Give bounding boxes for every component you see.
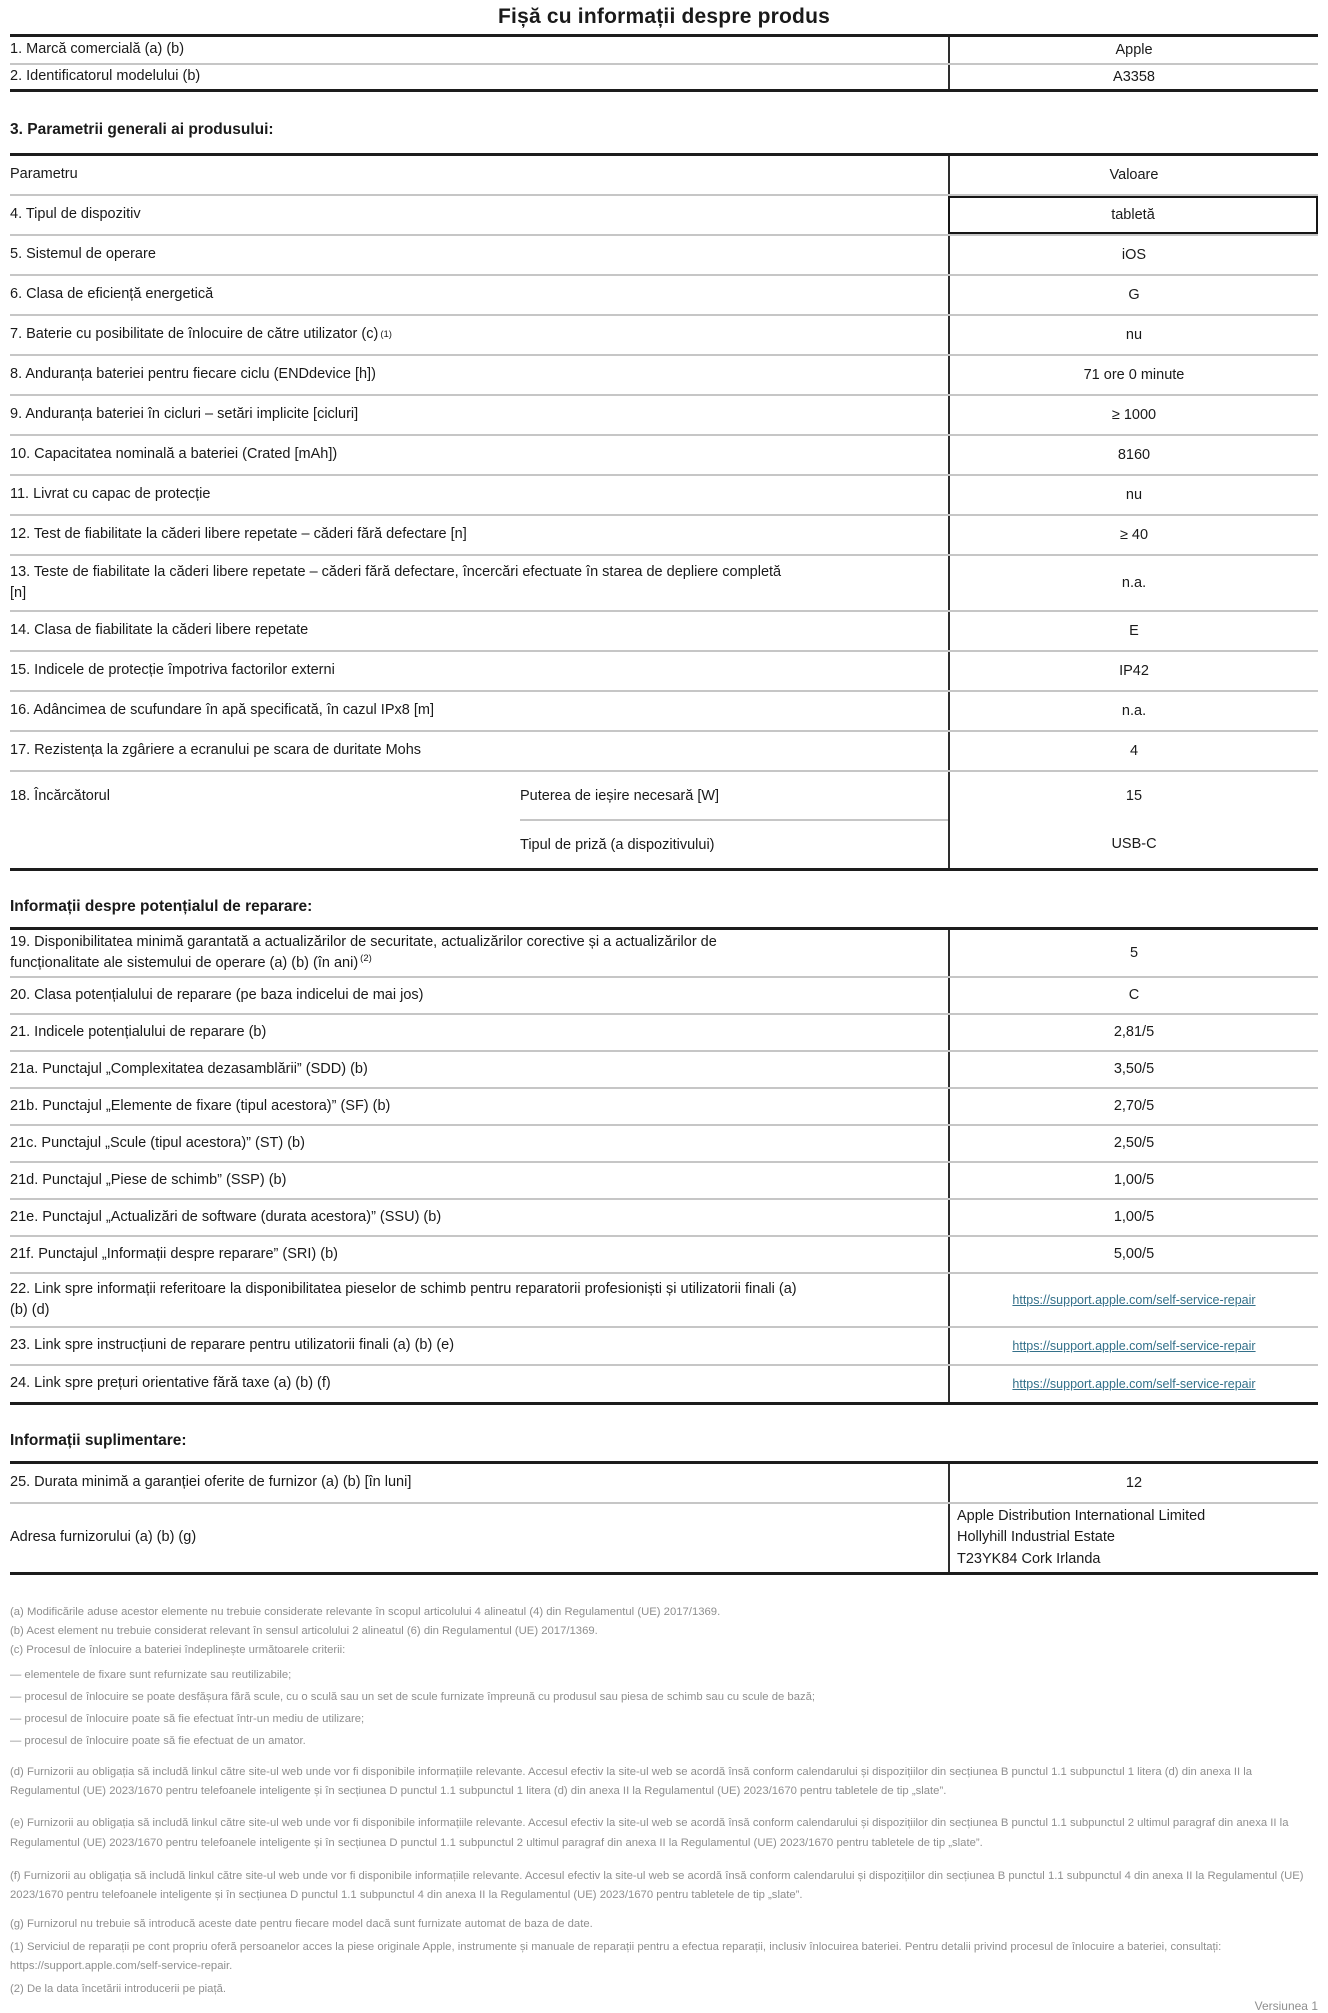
table-row xyxy=(10,314,1318,354)
row-label: 21b. Punctajul „Elemente de fixare (tipul acestora)” (SF) (b) xyxy=(10,1097,391,1114)
footnote-1: (1) Serviciul de reparații pe cont propriu oferă persoanelor acces la piese originale Apple, instrumente și manuale de reparații pentru a efectua reparații, inclusiv înlocuirea bateriei. Pentru detalii privind procesul de înlocuire a bateriei, consultați: https://support.apple.com/self-service-repair. xyxy=(10,1941,1222,1973)
row-label: 6. Clasa de eficiență energetică xyxy=(10,286,214,303)
row-label: 21f. Punctajul „Informații despre reparare” (SRI) (b) xyxy=(10,1245,338,1262)
column-header-valoare: Valoare xyxy=(948,156,1318,194)
row-value: 8160 xyxy=(948,436,1318,474)
charger-values xyxy=(948,772,1318,868)
table-general-parameters xyxy=(10,153,1318,871)
table-row xyxy=(10,1013,1318,1050)
row-value: n.a. xyxy=(948,556,1318,610)
footnote-e: (e) Furnizorii au obligația să includă linkul către site-ul web unde vor fi disponibile informațiile relevante. Accesul efectiv la site-ul web se acordă însă conform calendarului și dispozițiilor din secțiunea B punctul 1.1 subpunctul 2 ultimul paragraf din anexa II la Regulamentul (UE) 2023/1670 pentru telefoanele inteligente și în secțiunea D punctul 1.1 subpunctul 2 ultimul paragraf din anexa II la Regulamentul (UE) 2023/1670 pentru tabletele de tip „slate”. xyxy=(10,1817,1289,1849)
product-info-sheet xyxy=(10,0,1318,2013)
footnote-d: (d) Furnizorii au obligația să includă linkul către site-ul web unde vor fi disponibile informațiile relevante. Accesul efectiv la site-ul web se acordă însă conform calendarului și dispozițiilor din secțiunea B punctul 1.1 subpunctul 1 litera (d) din anexa II la Regulamentul (UE) 2023/1670 pentru telefoanele inteligente și în secțiunea D punctul 1.1 subpunctul 1 litera (d) din anexa II la Regulamentul (UE) 2023/1670 pentru tabletele de tip „slate”. xyxy=(10,1766,1253,1798)
row-value: 5 xyxy=(948,930,1318,976)
table-row xyxy=(10,730,1318,770)
row-value: 3,50/5 xyxy=(948,1052,1318,1087)
table-row xyxy=(10,434,1318,474)
table-row xyxy=(10,930,1318,976)
table-row xyxy=(10,234,1318,274)
row-label: 20. Clasa potențialului de reparare (pe baza indicelui de mai jos) xyxy=(10,986,424,1003)
row-label: 21e. Punctajul „Actualizări de software (durata acestora)” (SSU) (b) xyxy=(10,1208,442,1225)
row-value: iOS xyxy=(948,236,1318,274)
row-value: nu xyxy=(948,476,1318,514)
row-label: 25. Durata minimă a garanției oferite de furnizor (a) (b) [în luni] xyxy=(10,1474,412,1491)
row-label: 21a. Punctajul „Complexitatea dezasamblării” (SDD) (b) xyxy=(10,1060,368,1077)
charger-power-label: Puterea de ieșire necesară [W] xyxy=(520,787,720,804)
table-row xyxy=(10,1235,1318,1272)
footnote-c-item: — procesul de înlocuire poate să fie efectuat de un amator. xyxy=(10,1735,306,1747)
table-header-row xyxy=(10,156,1318,194)
row-value: 1,00/5 xyxy=(948,1200,1318,1235)
row-label: 11. Livrat cu capac de protecție xyxy=(10,486,211,503)
row-label: 4. Tipul de dispozitiv xyxy=(10,206,141,223)
table-row xyxy=(10,1050,1318,1087)
row-label: 18. Încărcătorul xyxy=(10,788,110,804)
footnote-c-item: — elementele de fixare sunt refurnizate sau reutilizabile; xyxy=(10,1669,292,1681)
table-row xyxy=(10,194,1318,234)
row-label: 22. Link spre informații referitoare la disponibilitatea pieselor de schimb pentru reparatorii profesioniști și utilizatorii finali (a) (b) (d) xyxy=(10,1280,797,1318)
table-row-charger xyxy=(10,770,1318,868)
footnote-c-item: — procesul de înlocuire poate să fie efectuat într-un mediu de utilizare; xyxy=(10,1713,365,1725)
table-row xyxy=(10,1198,1318,1235)
row-value: A3358 xyxy=(948,65,1318,89)
section-additional-info: Informații suplimentare: xyxy=(10,1432,187,1449)
row-value: n.a. xyxy=(948,692,1318,730)
row-value: C xyxy=(948,978,1318,1013)
table-row xyxy=(10,514,1318,554)
row-label: 17. Rezistența la zgâriere a ecranului pe scara de duritate Mohs xyxy=(10,742,422,759)
footnote-c: (c) Procesul de înlocuire a bateriei îndeplinește următoarele criterii: xyxy=(10,1644,346,1656)
table-row xyxy=(10,1161,1318,1198)
table-row xyxy=(10,63,1318,89)
address-line: T23YK84 Cork Irlanda xyxy=(957,1550,1101,1567)
footnote-c-item: — procesul de înlocuire se poate desfășura fără scule, cu o sculă sau un set de scule furnizate împreună cu produsul sau piesa de schimb sau cu scule de bază; xyxy=(10,1691,816,1703)
address-line: Hollyhill Industrial Estate xyxy=(957,1529,1115,1546)
table-row xyxy=(10,1464,1318,1502)
row-value: 2,81/5 xyxy=(948,1015,1318,1050)
row-label: Adresa furnizorului (a) (b) (g) xyxy=(10,1529,197,1546)
row-value: IP42 xyxy=(948,652,1318,690)
row-label: 2. Identificatorul modelului (b) xyxy=(10,68,201,85)
row-label: 9. Anduranța bateriei în cicluri – setări implicite [cicluri] xyxy=(10,406,359,423)
row-value: E xyxy=(948,612,1318,650)
row-label: 21. Indicele potențialului de reparare (b) xyxy=(10,1023,267,1040)
version-label: Versiunea 1 xyxy=(1254,1998,1318,2013)
repair-instructions-link[interactable]: https://support.apple.com/self-service-repair xyxy=(1012,1338,1256,1353)
row-value: ≥ 1000 xyxy=(948,396,1318,434)
row-label: 1. Marcă comercială (a) (b) xyxy=(10,41,185,58)
row-value-highlighted: tabletă xyxy=(948,196,1318,234)
page-title: Fișă cu informații despre produs xyxy=(498,5,830,28)
row-label: 16. Adâncimea de scufundare în apă specificată, în cazul IPx8 [m] xyxy=(10,702,434,719)
table-row xyxy=(10,690,1318,730)
row-value xyxy=(948,1366,1318,1402)
row-value xyxy=(948,1328,1318,1364)
row-value: Apple xyxy=(948,37,1318,63)
table-row xyxy=(10,1272,1318,1326)
table-row xyxy=(10,610,1318,650)
footnote-2: (2) De la data încetării introducerii pe piață. xyxy=(10,1982,227,1995)
charger-plug-label: Tipul de priză (a dispozitivului) xyxy=(520,819,948,868)
indicative-prices-link[interactable]: https://support.apple.com/self-service-repair xyxy=(1012,1376,1256,1391)
charger-sublabels xyxy=(520,772,948,868)
row-value: 12 xyxy=(948,1464,1318,1502)
row-value: 1,00/5 xyxy=(948,1163,1318,1198)
section-general-parameters: 3. Parametrii generali ai produsului: xyxy=(10,121,274,138)
row-value: 5,00/5 xyxy=(948,1237,1318,1272)
footnotes xyxy=(10,1603,1318,1999)
row-label: 19. Disponibilitatea minimă garantată a actualizărilor de securitate, actualizărilor corective și a actualizărilor de funcționalitate ale sistemului de operare (a) (b) (în ani) $^{(2)}$ xyxy=(10,933,717,971)
supplier-address xyxy=(948,1504,1318,1572)
row-label: 24. Link spre prețuri orientative fără taxe (a) (b) (f) xyxy=(10,1375,331,1392)
table-repairability xyxy=(10,927,1318,1405)
footnote-f: (f) Furnizorii au obligația să includă linkul către site-ul web unde vor fi disponibile informațiile relevante. Accesul efectiv la site-ul web se acordă însă conform calendarului și dispozițiilor din secțiunea B punctul 1.1 subpunctul 4 din anexa II la Regulamentul (UE) 2023/1670 pentru telefoanele inteligente și în secțiunea D punctul 1.1 subpunctul 4 din anexa II la Regulamentul (UE) 2023/1670 pentru tabletele de tip „slate”. xyxy=(10,1869,1304,1902)
row-value: ≥ 40 xyxy=(948,516,1318,554)
row-label: 5. Sistemul de operare xyxy=(10,246,156,263)
address-line: Apple Distribution International Limited xyxy=(957,1508,1206,1525)
footnote-ref-2: (2) xyxy=(360,953,372,964)
table-additional-info xyxy=(10,1461,1318,1575)
spare-parts-link[interactable]: https://support.apple.com/self-service-repair xyxy=(1012,1292,1256,1307)
row-value: 4 xyxy=(948,732,1318,770)
table-identification xyxy=(10,34,1318,92)
charger-plug-value: USB-C xyxy=(1111,836,1157,852)
table-row-supplier-address xyxy=(10,1502,1318,1572)
table-row xyxy=(10,274,1318,314)
footnote-b: (b) Acest element nu trebuie considerat relevant în sensul articolului 2 alineatul (6) din Regulamentul (UE) 2017/1369. xyxy=(10,1625,598,1637)
table-row xyxy=(10,394,1318,434)
row-value: 71 ore 0 minute xyxy=(948,356,1318,394)
table-row xyxy=(10,37,1318,63)
row-label: 13. Teste de fiabilitate la căderi libere repetate – căderi fără defectare, încercări efectuate în starea de depliere completă [n] xyxy=(10,563,782,601)
row-label: 8. Anduranța bateriei pentru fiecare ciclu (ENDdevice [h]) xyxy=(10,366,376,383)
row-value: nu xyxy=(948,316,1318,354)
row-label: 10. Capacitatea nominală a bateriei (Crated [mAh]) xyxy=(10,446,338,463)
table-row xyxy=(10,1326,1318,1364)
table-row xyxy=(10,1124,1318,1161)
charger-power-value: 15 xyxy=(1125,788,1143,804)
row-label: 21c. Punctajul „Scule (tipul acestora)” (ST) (b) xyxy=(10,1134,305,1151)
row-value: 2,50/5 xyxy=(948,1126,1318,1161)
row-value: 2,70/5 xyxy=(948,1089,1318,1124)
table-row xyxy=(10,650,1318,690)
row-label: 7. Baterie cu posibilitate de înlocuire de către utilizator (c) (1) xyxy=(10,326,392,343)
footnote-a: (a) Modificările aduse acestor elemente nu trebuie considerate relevante în scopul articolului 4 alineatul (4) din Regulamentul (UE) 2017/1369. xyxy=(10,1606,721,1618)
column-header-parametru: Parametru xyxy=(10,166,78,183)
row-label: 23. Link spre instrucțiuni de reparare pentru utilizatorii finali (a) (b) (e) xyxy=(10,1337,455,1354)
section-repair-potential: Informații despre potențialul de reparare: xyxy=(10,898,313,915)
table-row xyxy=(10,554,1318,610)
table-row xyxy=(10,1364,1318,1402)
row-label: 15. Indicele de protecție împotriva factorilor externi xyxy=(10,662,335,679)
table-row xyxy=(10,976,1318,1013)
row-value xyxy=(948,1274,1318,1326)
row-label: 14. Clasa de fiabilitate la căderi libere repetate xyxy=(10,622,309,639)
footnote-g: (g) Furnizorul nu trebuie să introducă aceste date pentru fiecare model dacă sunt furnizate automat de baza de date. xyxy=(10,1918,593,1931)
row-label: 21d. Punctajul „Piese de schimb” (SSP) (b) xyxy=(10,1171,287,1188)
row-label: 12. Test de fiabilitate la căderi libere repetate – căderi fără defectare [n] xyxy=(10,526,467,543)
table-row xyxy=(10,1087,1318,1124)
row-value: G xyxy=(948,276,1318,314)
table-row xyxy=(10,474,1318,514)
table-row xyxy=(10,354,1318,394)
